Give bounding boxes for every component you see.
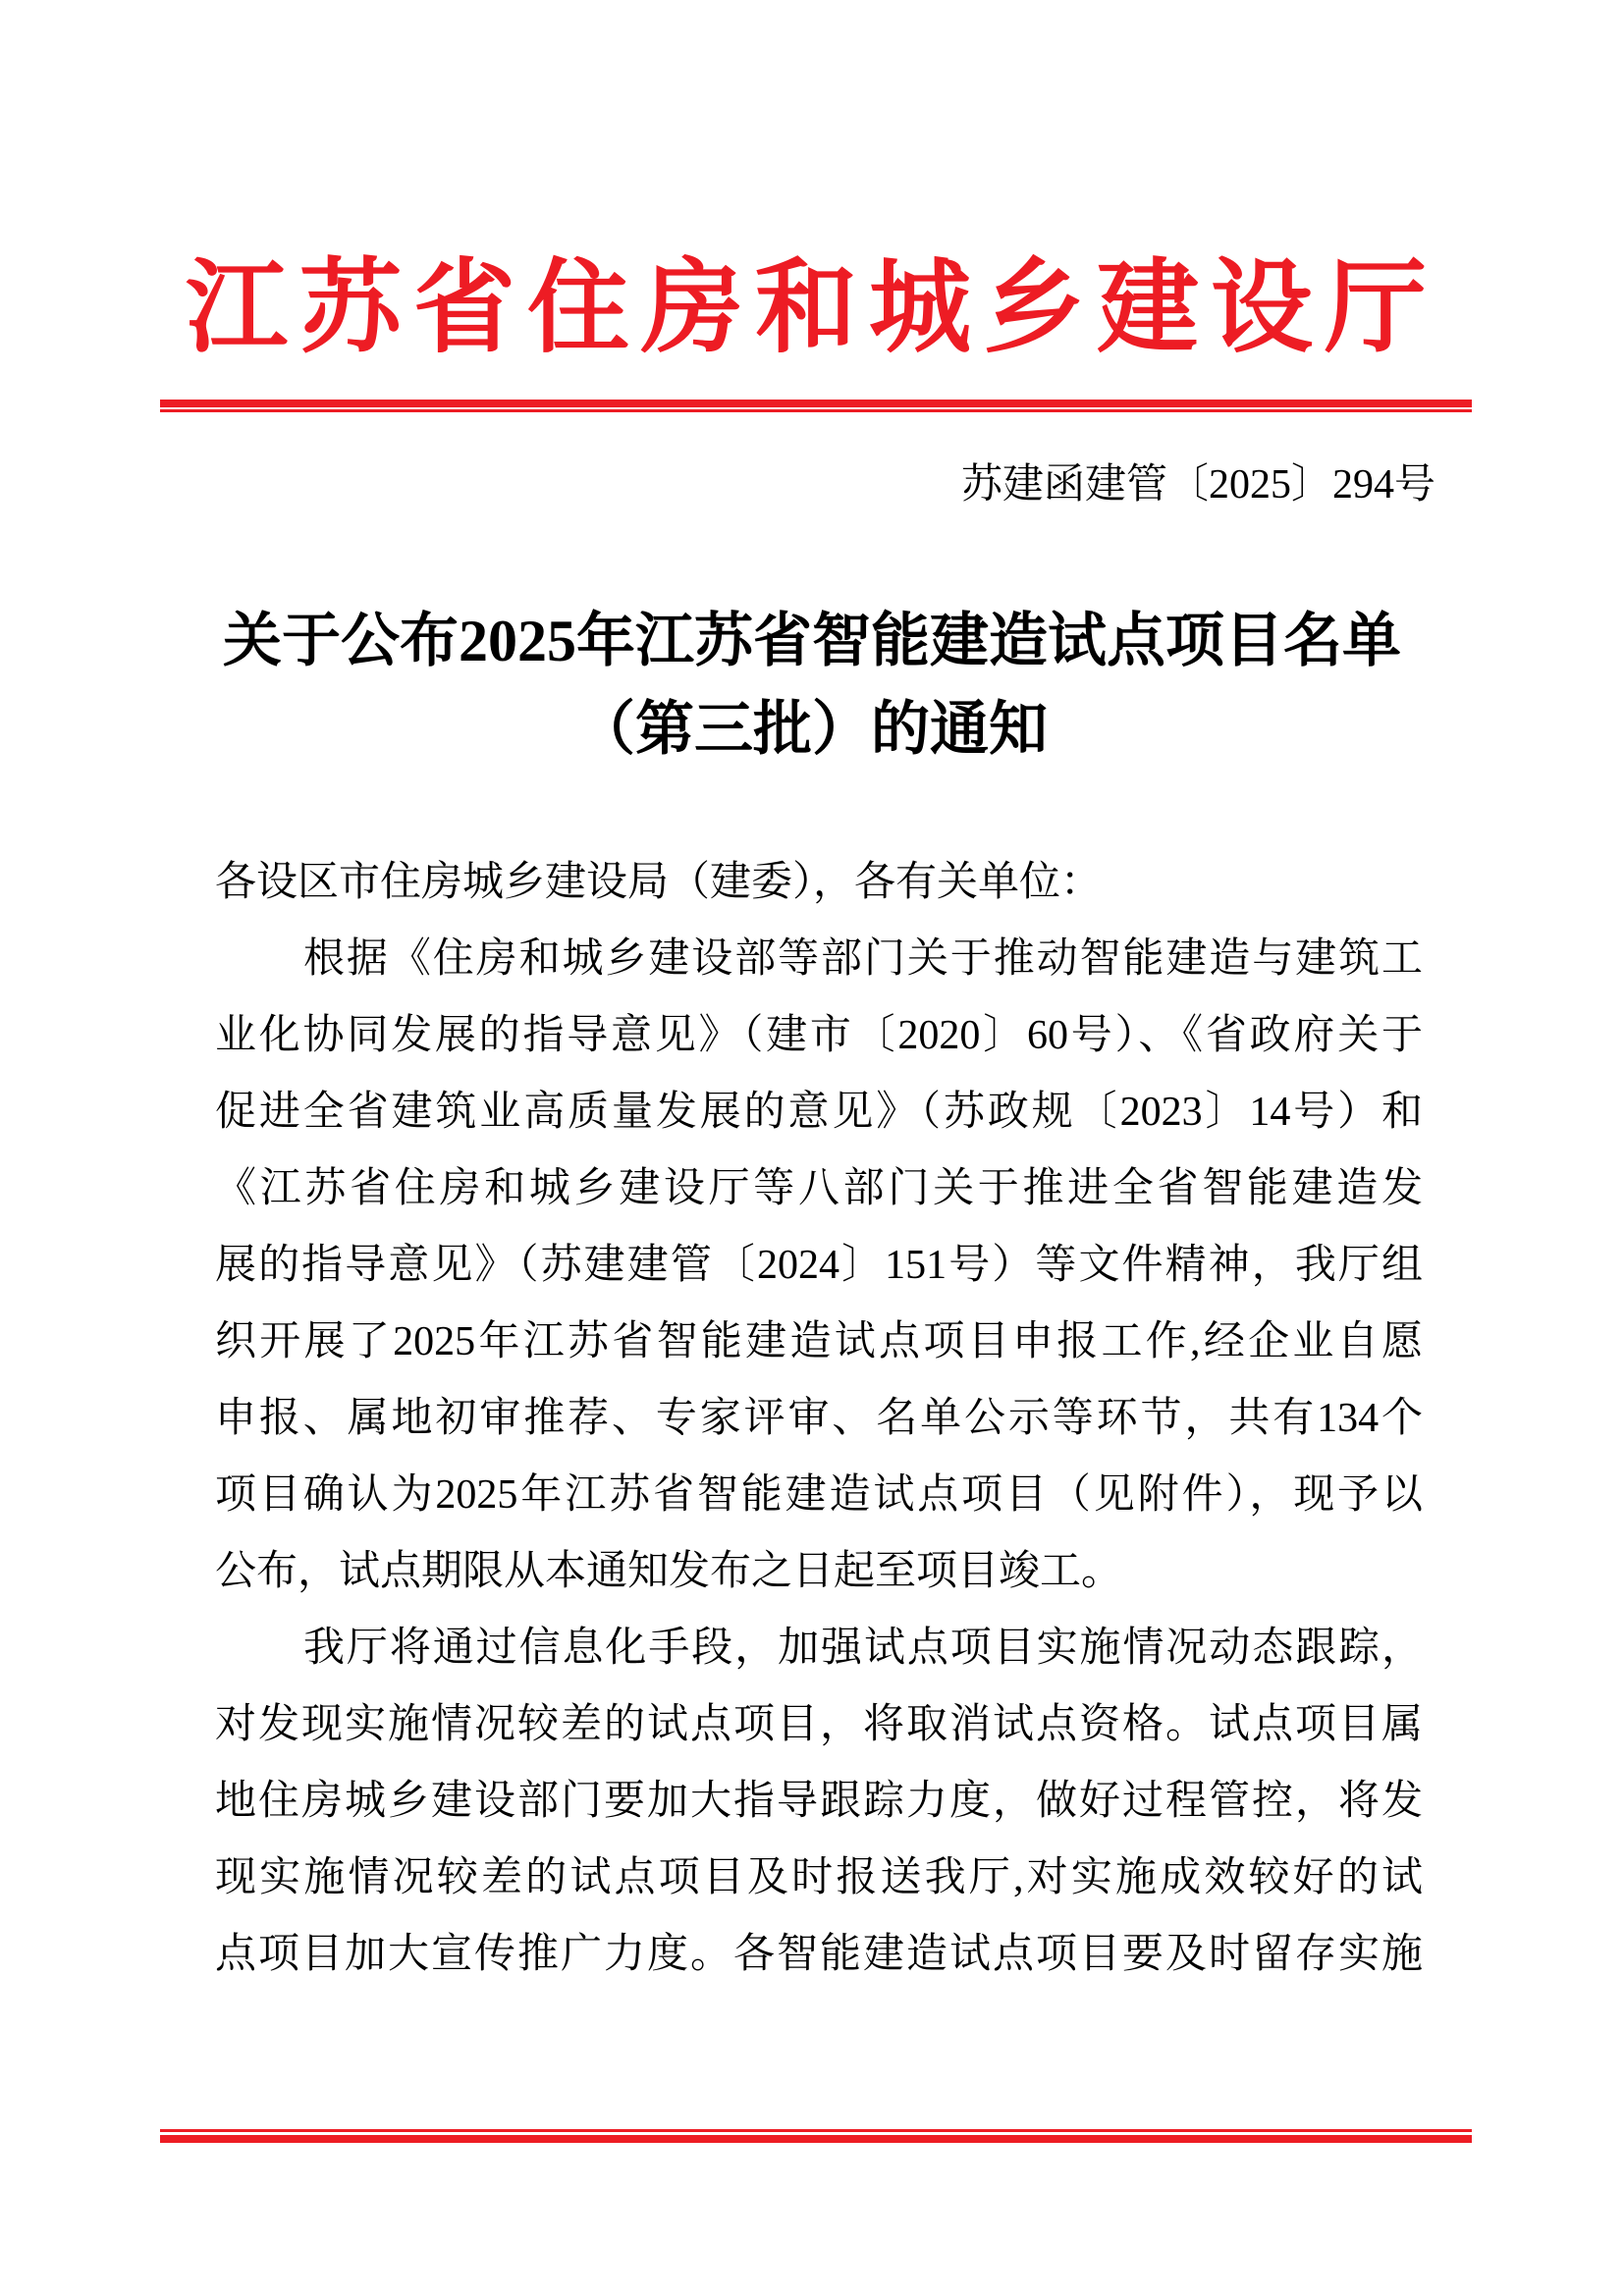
body-line: 《江苏省住房和城乡建设厅等八部门关于推进全省智能建造发 <box>215 1166 1423 1211</box>
separator-thin-bar <box>160 2129 1472 2132</box>
body-line: 织开展了2025年江苏省智能建造试点项目申报工作,经企业自愿 <box>215 1319 1423 1364</box>
notice-title <box>0 597 1624 774</box>
letterhead-agency-name: 江苏省住房和城乡建设厅 <box>185 252 1438 365</box>
separator-thick-bar <box>160 2135 1472 2143</box>
body-line: 各设区市住房城乡建设局（建委），各有关单位： <box>215 860 1103 905</box>
document-reference-number: 苏建函建管〔2025〕294号 <box>960 462 1435 507</box>
separator-thin-bar <box>160 409 1472 412</box>
body-line: 我厅将通过信息化手段，加强试点项目实施情况动态跟踪， <box>303 1626 1423 1671</box>
body-lines <box>215 844 1423 1993</box>
notice-title-line-2: （第三批）的通知 <box>576 697 1048 762</box>
body-line: 展的指导意见》（苏建建管〔2024〕151号）等文件精神，我厅组 <box>215 1243 1423 1288</box>
body-line: 公布，试点期限从本通知发布之日起至项目竣工。 <box>215 1549 1123 1594</box>
body-line: 业化协同发展的指导意见》（建市〔2020〕60号）、《省政府关于 <box>215 1013 1423 1058</box>
body-line: 对发现实施情况较差的试点项目，将取消试点资格。试点项目属 <box>215 1702 1423 1747</box>
body-line: 根据《住房和城乡建设部等部门关于推动智能建造与建筑工 <box>303 936 1423 982</box>
letterhead-separator-line <box>160 400 1472 412</box>
notice-title-line-1: 关于公布2025年江苏省智能建造试点项目名单 <box>223 609 1401 673</box>
separator-thick-bar <box>160 400 1472 407</box>
body-line: 申报、属地初审推荐、专家评审、名单公示等环节，共有134个 <box>215 1396 1423 1441</box>
body-line: 项目确认为2025年江苏省智能建造试点项目（见附件），现予以 <box>215 1472 1423 1518</box>
footer-separator-line <box>160 2129 1472 2143</box>
body-line: 地住房城乡建设部门要加大指导跟踪力度，做好过程管控，将发 <box>215 1779 1423 1824</box>
body-line: 点项目加大宣传推广力度。各智能建造试点项目要及时留存实施 <box>215 1932 1423 1977</box>
body-line: 促进全省建筑业高质量发展的意见》（苏政规〔2023〕14号）和 <box>215 1090 1423 1135</box>
body-line: 现实施情况较差的试点项目及时报送我厅,对实施成效较好的试 <box>215 1855 1423 1900</box>
